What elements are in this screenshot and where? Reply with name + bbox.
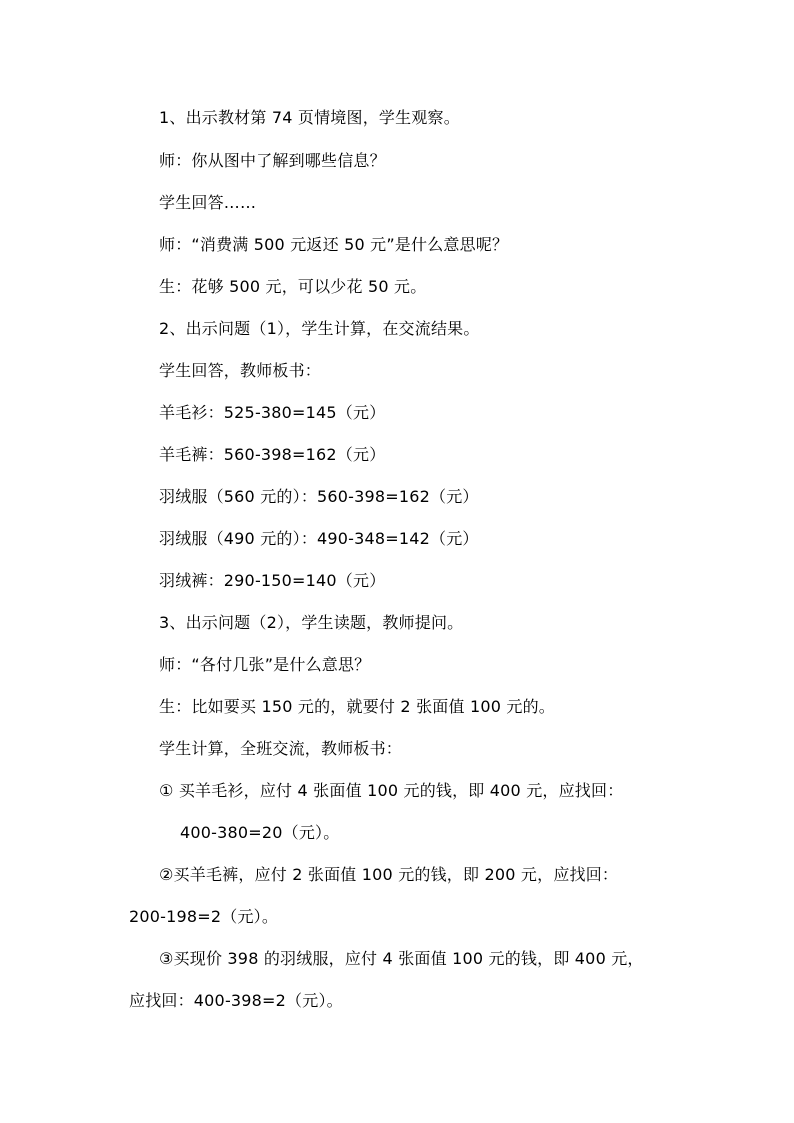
calc-down-jacket-490: 羽绒服（490 元的）：490-348=142（元） — [159, 529, 479, 548]
student-answer-2: 生：花够 500 元，可以少花 50 元。 — [159, 277, 427, 296]
calc-down-pants: 羽绒裤：290-150=140（元） — [159, 571, 386, 590]
step-3-text: 3、出示问题（2），学生读题，教师提问。 — [159, 613, 464, 632]
item-1-sweater: ① 买羊毛衫，应付 4 张面值 100 元的钱，即 400 元，应找回： — [159, 781, 624, 800]
calc-down-jacket-560: 羽绒服（560 元的）：560-398=162（元） — [159, 487, 479, 506]
student-answer-board: 学生回答，教师板书： — [159, 361, 322, 380]
student-answer-1: 学生回答…… — [159, 193, 257, 212]
item-1-result: 400-380=20（元）。 — [180, 823, 340, 842]
calc-sweater: 羊毛衫：525-380=145（元） — [159, 403, 386, 422]
item-3-down-jacket: ③买现价 398 的羽绒服，应付 4 张面值 100 元的钱，即 400 元， — [159, 949, 644, 968]
teacher-question-3: 师：“各付几张”是什么意思？ — [159, 655, 371, 674]
student-answer-3: 生：比如要买 150 元的，就要付 2 张面值 100 元的。 — [159, 697, 555, 716]
item-2-wool-pants: ②买羊毛裤，应付 2 张面值 100 元的钱，即 200 元，应找回： — [159, 865, 619, 884]
item-2-result: 200-198=2（元）。 — [129, 907, 279, 926]
teacher-question-1: 师：你从图中了解到哪些信息？ — [159, 151, 386, 170]
step-1-text: 1、出示教材第 74 页情境图，学生观察。 — [159, 108, 460, 127]
item-3-result: 应找回：400-398=2（元）。 — [129, 991, 343, 1010]
student-calc-board: 学生计算，全班交流，教师板书： — [159, 739, 403, 758]
step-2-text: 2、出示问题（1），学生计算，在交流结果。 — [159, 319, 480, 338]
calc-wool-pants: 羊毛裤：560-398=162（元） — [159, 445, 386, 464]
teacher-question-2: 师：“消费满 500 元返还 50 元”是什么意思呢？ — [159, 235, 509, 254]
